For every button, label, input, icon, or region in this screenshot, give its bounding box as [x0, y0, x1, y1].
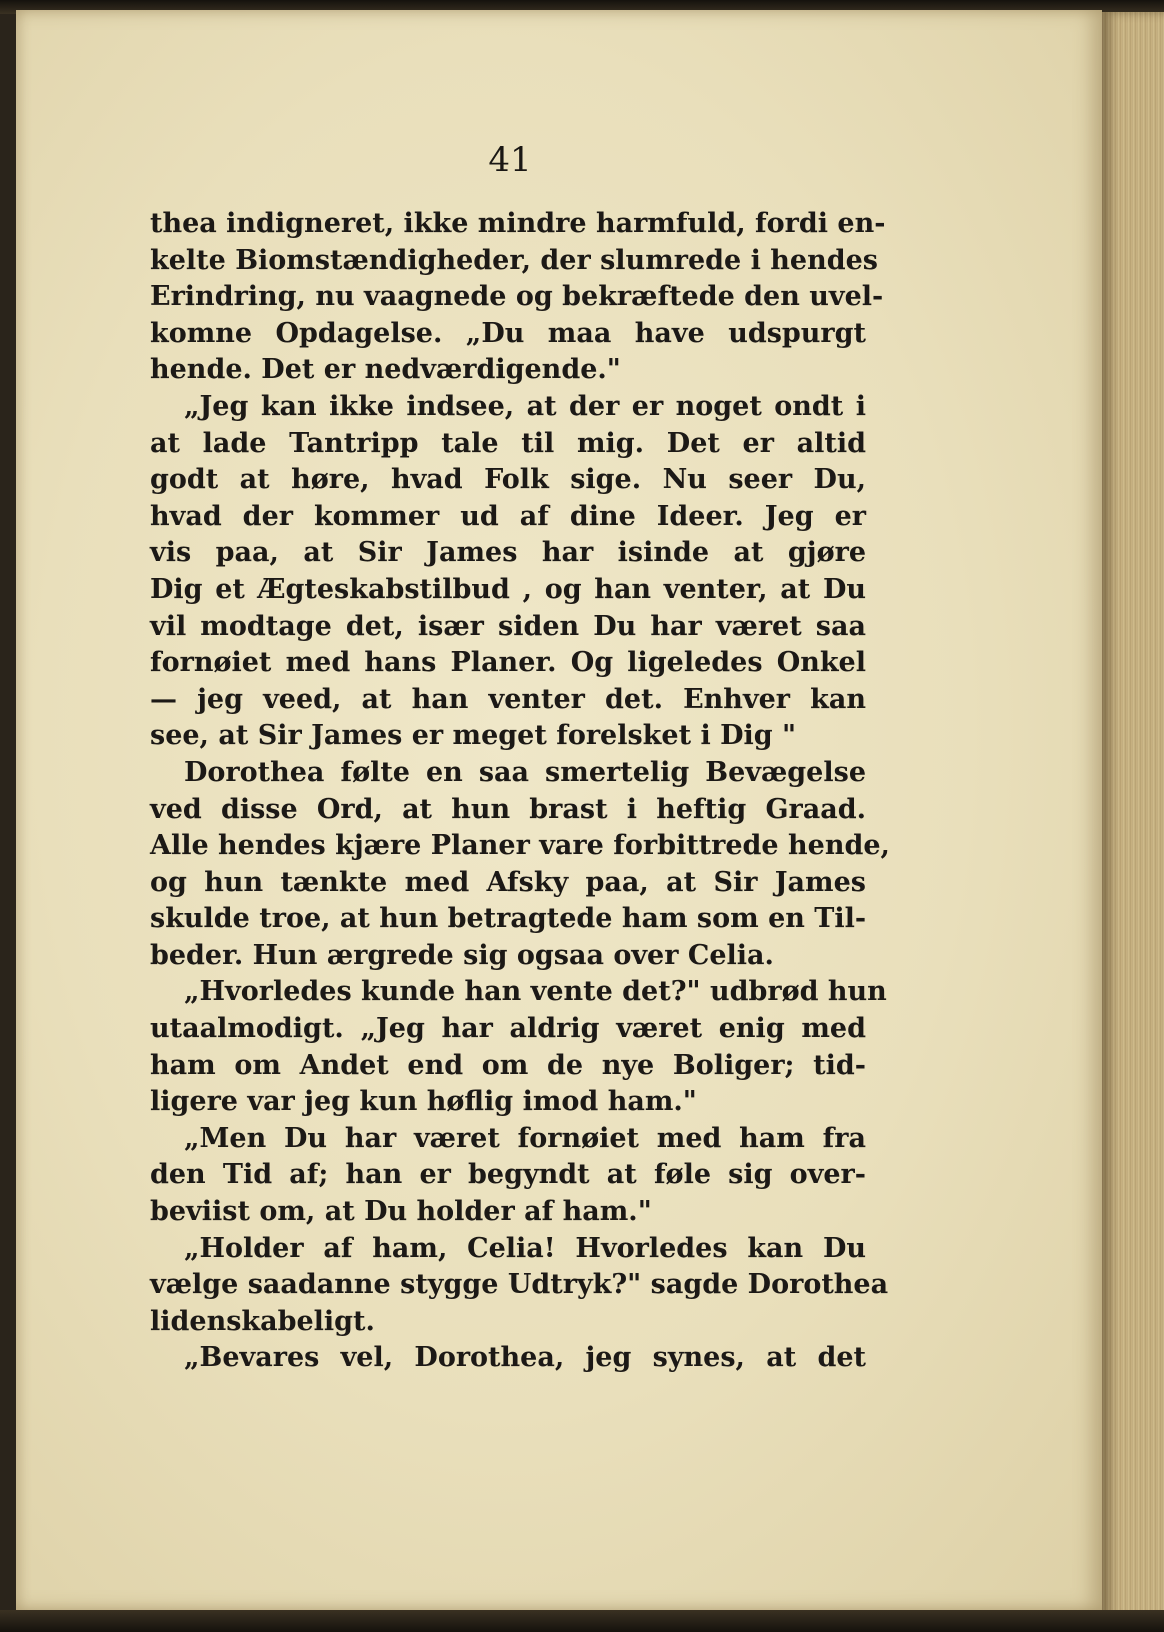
bottom-shadow-edge [0, 1610, 1164, 1632]
text-line: hvad der kommer ud af dine Ideer. Jeg er [150, 500, 866, 532]
text-line: ved disse Ord, at hun brast i heftig Graad. [150, 793, 866, 825]
text-line: „Hvorledes kunde han vente det?" udbrød hun [184, 976, 887, 1008]
text-line: kelte Biomstændigheder, der slumrede i hendes [150, 244, 878, 276]
text-line: og hun tænkte med Afsky paa, at Sir James [150, 866, 866, 898]
text-line: fornøiet med hans Planer. Og ligeledes Onkel [150, 647, 866, 679]
body-text [150, 206, 890, 1377]
text-line: vælge saadanne stygge Udtryk?" sagde Dorothea [150, 1269, 889, 1301]
text-line: lidenskabeligt. [150, 1305, 375, 1337]
text-line: komne Opdagelse. „Du maa have udspurgt [150, 317, 866, 349]
text-line: — jeg veed, at han venter det. Enhver kan [150, 683, 866, 715]
text-line: vis paa, at Sir James har isinde at gjøre [150, 537, 866, 569]
text-line: beder. Hun ærgrede sig ogsaa over Celia. [150, 939, 774, 971]
text-line: beviist om, at Du holder af ham." [150, 1196, 652, 1228]
text-line: ham om Andet end om de nye Boliger; tid- [150, 1049, 866, 1081]
text-line: ligere var jeg kun høflig imod ham." [150, 1086, 697, 1118]
text-line: hende. Det er nedværdigende." [150, 354, 621, 386]
text-line: Dig et Ægteskabstilbud , og han venter, at Du [150, 573, 866, 605]
text-line: utaalmodigt. „Jeg har aldrig været enig med [150, 1013, 866, 1045]
text-line: see, at Sir James er meget forelsket i Dig " [150, 720, 797, 752]
text-line: „Bevares vel, Dorothea, jeg synes, at det [184, 1342, 866, 1374]
text-line: Alle hendes kjære Planer vare forbittrede hende, [150, 830, 890, 862]
text-line: Erindring, nu vaagnede og bekræftede den uvel- [150, 281, 884, 313]
text-line: „Men Du har været fornøiet med ham fra [184, 1122, 866, 1154]
page-edges-right [1102, 12, 1164, 1620]
page-number: 41 [488, 140, 532, 180]
text-line: „Jeg kan ikke indsee, at der er noget ondt i [184, 390, 866, 422]
text-line: skulde troe, at hun betragtede ham som en Til- [150, 903, 867, 935]
text-line: thea indigneret, ikke mindre harmfuld, fordi en- [150, 208, 886, 239]
text-line: godt at høre, hvad Folk sige. Nu seer Du, [150, 464, 866, 496]
text-line: at lade Tantripp tale til mig. Det er altid [150, 427, 866, 459]
text-line: Dorothea følte en saa smertelig Bevægelse [184, 756, 866, 788]
text-line: den Tid af; han er begyndt at føle sig over- [150, 1159, 866, 1191]
text-line: „Holder af ham, Celia! Hvorledes kan Du [184, 1232, 866, 1264]
text-line: vil modtage det, især siden Du har været saa [150, 610, 866, 642]
